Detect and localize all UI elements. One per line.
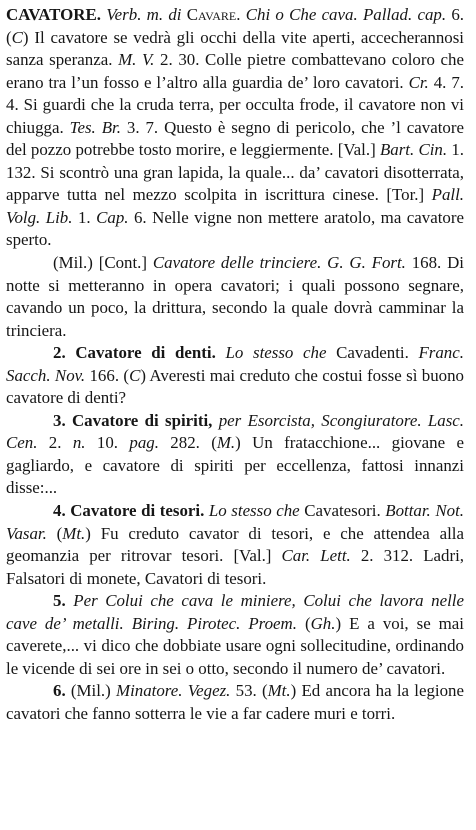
citation-italic: pag. <box>129 433 159 453</box>
citation-italic: Franc. Sacch. Nov. <box>6 343 464 385</box>
citation-italic: Car. Lett. <box>281 546 351 566</box>
text-run: ( <box>296 613 311 633</box>
citation-italic: Tes. Br. <box>69 117 121 137</box>
text-run: 3. 7. Questo è segno di pericolo, che ’l cavatore del pozzo potrebbe tosto morire, e leggiermente. [Val.] <box>6 117 464 160</box>
citation-italic: Minatore. Vegez. <box>116 681 231 701</box>
sense-3-cavatore-di-spiriti <box>6 410 464 500</box>
text-run: 168. Di notte si metteranno in opera cavatori; i quali possono segnare, cavando un poco, la drittura, secondo la quale dovrà camminar la trinciera. <box>6 253 464 340</box>
citation-italic: Gh. <box>310 613 336 633</box>
text-run: (Mil.) <box>65 681 117 701</box>
sense-label: 4. Cavatore di tesori. <box>53 501 205 521</box>
definition: Chi o Che cava. <box>245 5 358 24</box>
sense-4-cavatore-di-tesori <box>6 500 464 590</box>
text-run: 53. ( <box>230 681 268 701</box>
grammar-label: Verb. m. di <box>106 5 182 24</box>
citation-italic: Pall. Volg. Lib. <box>6 185 464 227</box>
sense-military-trenches <box>6 252 464 342</box>
sense-2-cavatore-di-denti <box>6 342 464 410</box>
text-run: 1. <box>72 207 97 227</box>
text-run: ) Il cavatore se vedrà gli occhi della vite aperti, accecherannosi sanza speranza. <box>6 27 464 70</box>
text-run: ( <box>46 523 63 543</box>
text-run: ) Un fratacchione... giovane e gagliardo, e cavatore di spiriti per eccellenza, fattosi innanzi disse:... <box>6 433 464 498</box>
citation-italic: Per Colui che cava le miniere, Colui che lavora nelle cave de’ metalli. Biring. Pirotec. Proem. <box>6 591 464 633</box>
citation-italic: Bottar. Not. Vasar. <box>6 501 464 543</box>
citation-italic: Mt. <box>267 681 291 701</box>
text-run: ) Ed ancora ha la legione cavatori che fanno sotterra le vie a far cadere muri e torri. <box>6 681 464 723</box>
citation-italic: Lo stesso che <box>225 343 327 363</box>
citation-italic: Cap. <box>96 207 129 227</box>
sense-5-miniere <box>6 590 464 680</box>
text-run: 1. 132. Si scontrò una gran lapida, la quale... da’ cavatori disotterrata, apparve tutta nel mezzo scolpita in iscrittura cinese. [Tor.] <box>6 140 464 205</box>
entry-cavatore <box>6 4 464 252</box>
text-run: 4. 7. 4. Si guardi che la cruda terra, per occulta frode, il cavatore non vi chiugga. <box>6 72 464 137</box>
text-run: Cavadenti. <box>326 343 419 363</box>
text-run: 2. 312. Ladri, Falsatori di monete, Cavatori di tesori. <box>6 546 465 588</box>
text-run: 6. Nelle vigne non mettere aratolo, ma cavatore sperto. <box>6 207 464 250</box>
sense-label: 6. <box>53 681 66 701</box>
text-run: ) Averesti mai creduto che costui fosse sì buono cavatore di denti? <box>6 365 464 408</box>
citation-italic: n. <box>72 433 86 453</box>
derived-from: Cavare. <box>186 5 241 24</box>
text-run: 166. ( <box>85 365 130 385</box>
citation-italic: Cavatore delle trinciere. G. G. Fort. <box>152 253 406 273</box>
sense-label: 3. Cavatore di spiriti, <box>53 410 213 430</box>
citation-italic: M. V. <box>118 50 155 70</box>
headword: CAVATORE. <box>6 5 101 24</box>
citation-italic: C <box>129 365 141 385</box>
text-run: 6. ( <box>6 5 464 47</box>
text-run: ) E a voi, se mai caverete,... vi dico che dobbiate usare ogni sollecitudine, ordinando le vicende di sei ore in sei o otto, secondo il numero de’ cavatori. <box>6 613 464 678</box>
text-run <box>216 343 226 362</box>
sense-label: 5. <box>53 591 66 611</box>
sense-label: 2. Cavatore di denti. <box>53 343 216 363</box>
citation-italic: C <box>11 27 23 47</box>
text-run: 2. 30. Colle pietre combattevano coloro che erano tra l’un fosso e l’altro alla guardia de’ loro cavatori. <box>6 50 464 92</box>
text-run: 2. <box>37 433 73 453</box>
sense-6-minatore <box>6 680 464 725</box>
citation-italic: M. <box>216 433 236 453</box>
citation-italic: per Esorcista, Scongiuratore. Lasc. Cen. <box>6 410 464 453</box>
citation-italic: Bart. Cin. <box>379 140 448 160</box>
text-run: 282. ( <box>158 433 217 453</box>
citation-italic: Mt. <box>62 523 86 543</box>
citation-italic: Pallad. cap. <box>362 5 447 24</box>
entry-body <box>6 5 464 249</box>
text-run: (Mil.) [Cont.] <box>53 253 153 273</box>
citation-italic: Lo stesso che <box>208 501 300 521</box>
text-run: 10. <box>85 433 130 453</box>
text-run: Cavatesori. <box>299 501 386 521</box>
citation-italic: Cr. <box>408 72 429 92</box>
text-run: ) Fu creduto cavator di tesori, e che attendea alla geomanzia per ritrovar tesori. [Val.] <box>6 523 464 566</box>
